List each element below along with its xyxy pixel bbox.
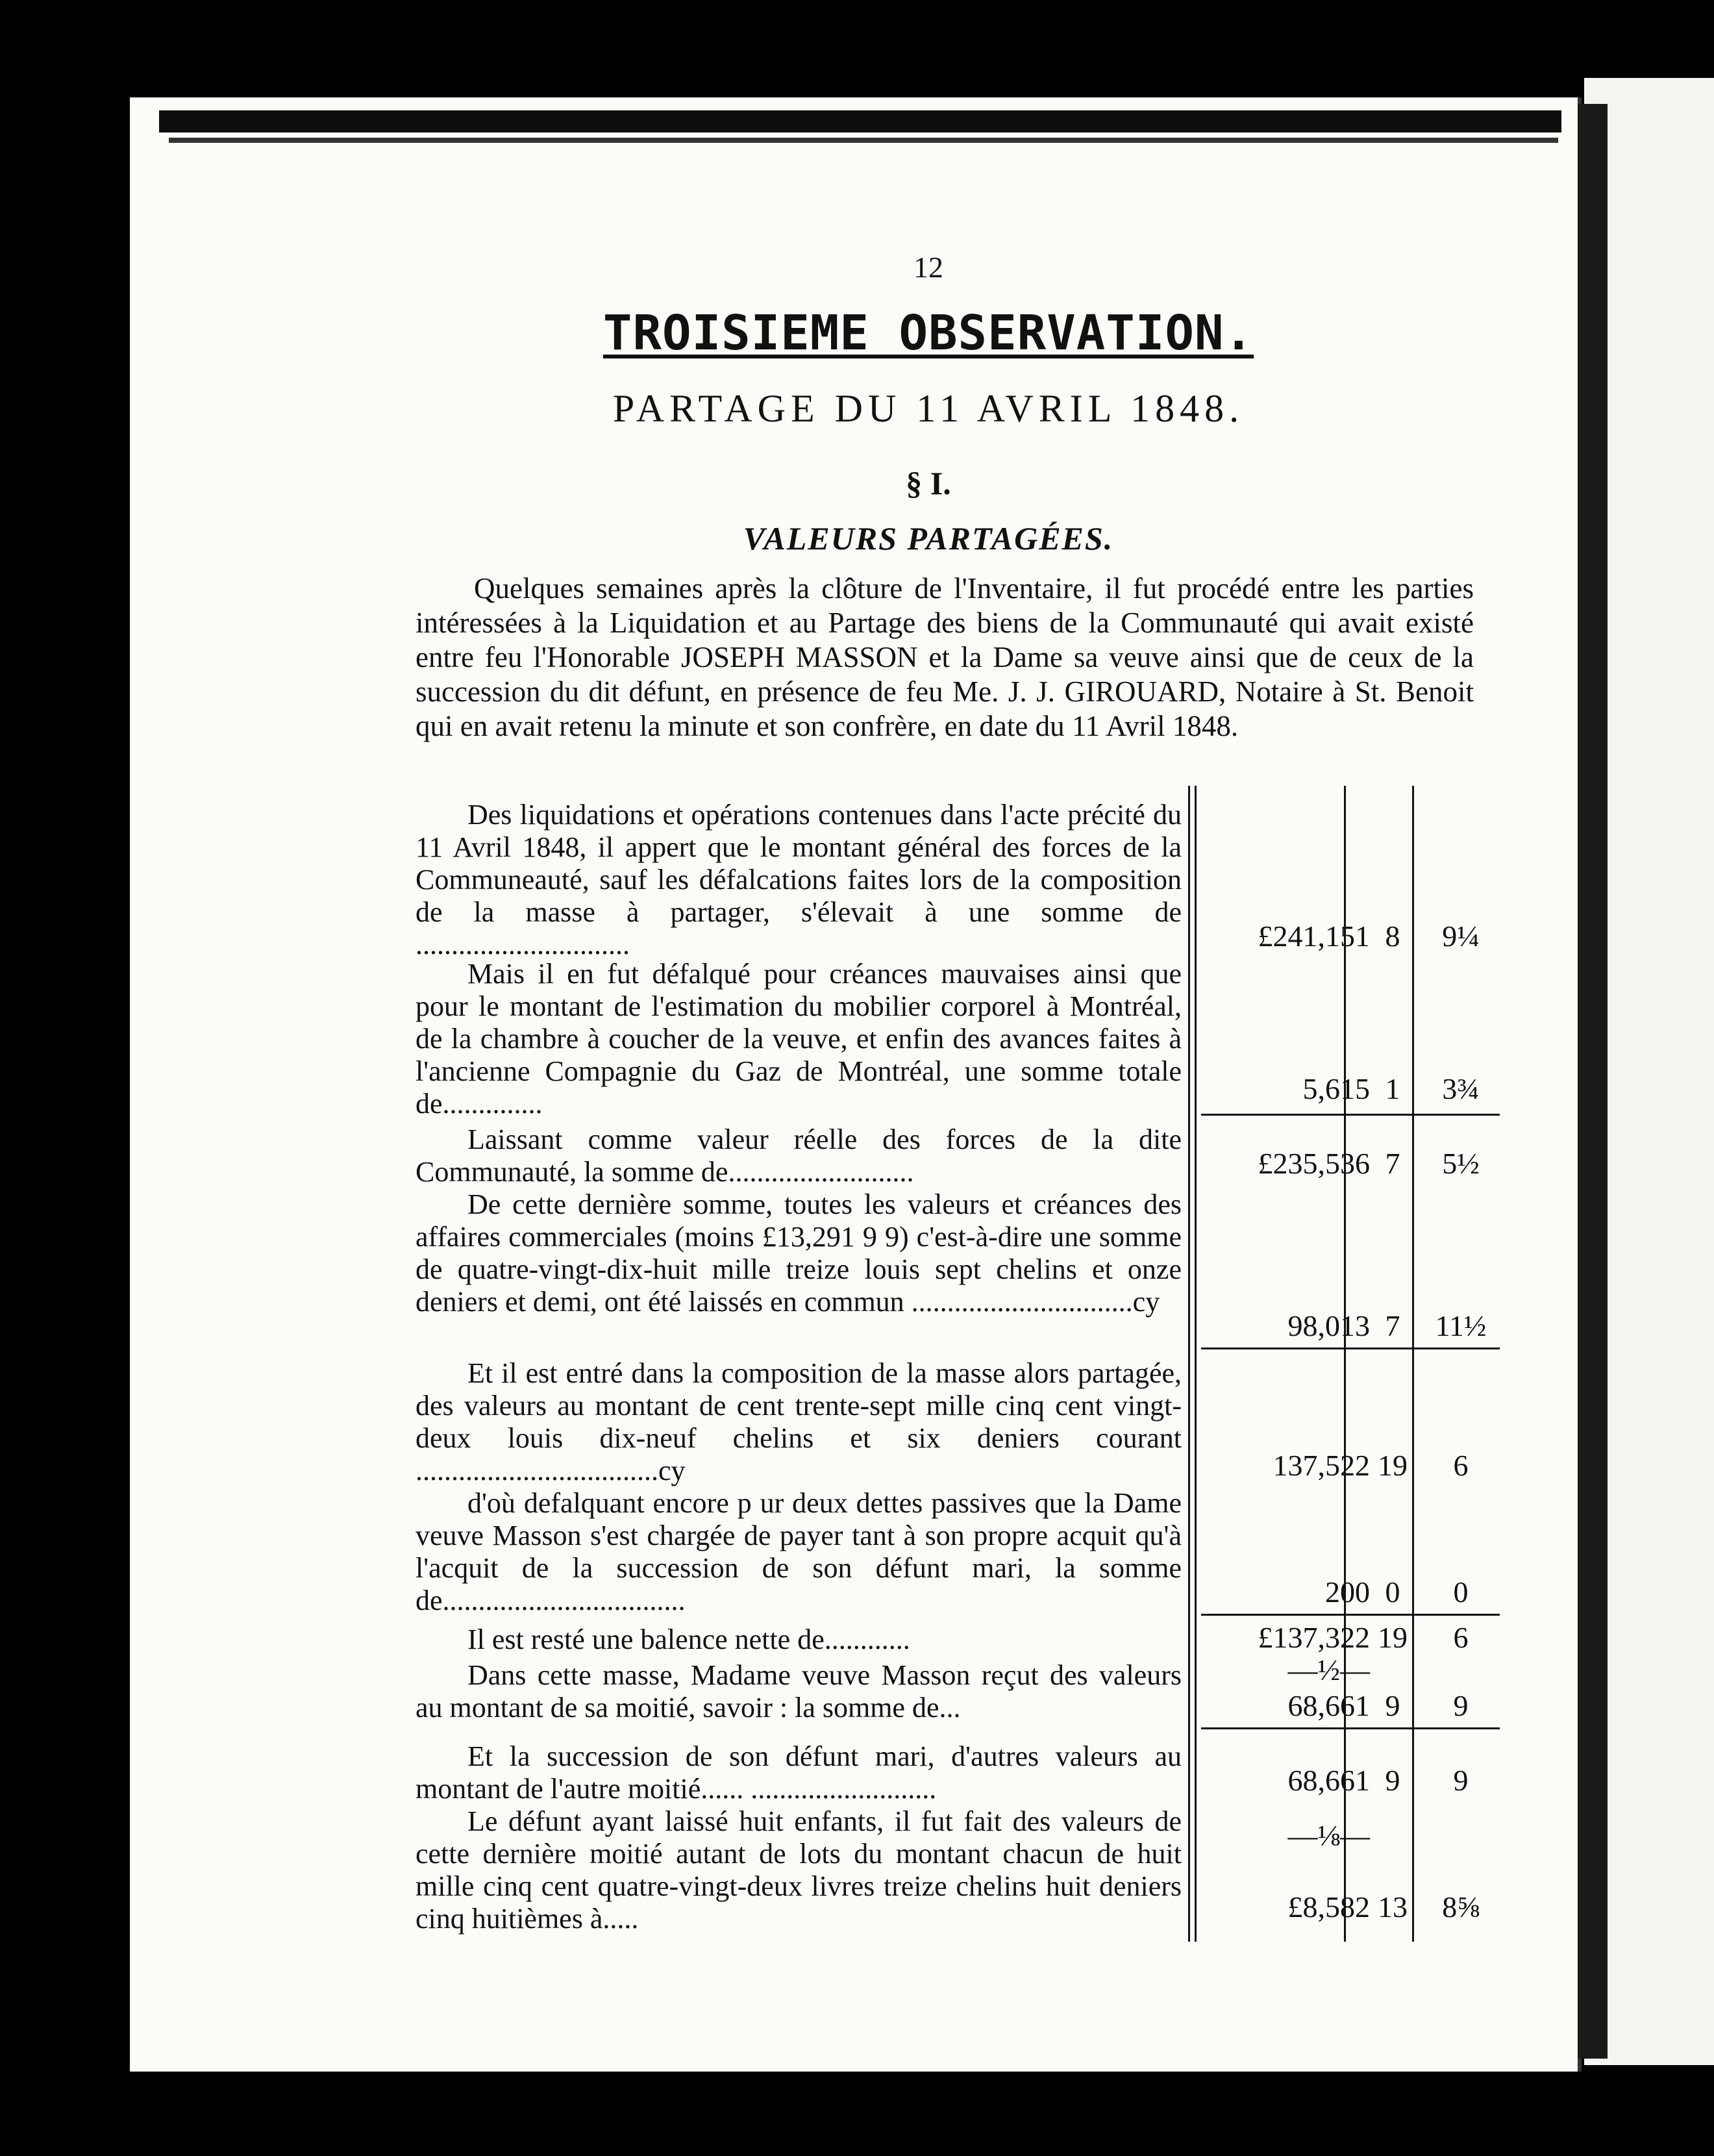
amount-shillings: 13 [1378,1890,1408,1924]
amount-pence: 6 [1453,1449,1469,1482]
amount-pounds: £241,151 [1258,920,1370,953]
sum-rule [1201,1727,1500,1729]
statement-text: Le défunt ayant laissé huit enfants, il fut fait des valeurs de cette dernière moitié autant de lots du montant chacun de huit mille cinq cent quatre-vingt-deux livres treize chelins huit deniers cinq huitièmes à..... [416,1805,1182,1935]
statement-table [416,786,1506,1955]
statement-text: De cette dernière somme, toutes les valeurs et créances des affaires commerciales (moins £13,291 9 9) c'est-à-dire une somme de quatre-vingt-dix-huit mille treize louis sept chelins et onze deniers et demi, ont été laissés en commun ...............................cy [416,1188,1182,1318]
amount-pence: 6 [1453,1621,1469,1654]
amount-pence: 9¼ [1442,920,1480,953]
amount-fraction: —⅛— [1287,1819,1370,1852]
amount-shillings: 9 [1385,1689,1400,1722]
amount-pence: 8⅝ [1442,1890,1480,1924]
amount-shillings: 9 [1385,1764,1400,1797]
sum-rule [1201,1114,1500,1116]
amount-fraction: —½— [1287,1653,1370,1686]
statement-text: Mais il en fut défalqué pour créances mauvaises ainsi que pour le montant de l'estimation du mobilier corporel à Montréal, de la chambre à coucher de la veuve, et enfin des avances faites à l'ancienne Compagnie du Gaz de Montréal, une somme totale de.............. [416,958,1182,1120]
amount-pounds: £137,322 [1258,1621,1370,1654]
page-title: TROISIEME OBSERVATION. [602,305,1254,361]
statement-text: Et il est entré dans la composition de la masse alors partagée, des valeurs au montant de cent trente-sept mille cinq cent vingt-deux louis dix-neuf chelins et six deniers courant ..................................cy [416,1357,1182,1486]
section-number: § I. [906,465,951,501]
top-rule-thin [169,138,1558,143]
statement-text: Il est resté une balence nette de............ [467,1623,910,1655]
statement-text: Des liquidations et opérations contenues dans l'acte précité du 11 Avril 1848, il appert que le montant général des forces de la Communeauté, sauf les défalcations faites lors de la composition de la masse à partager, s'élevait à une somme de .............................. [416,799,1182,960]
amount-pence: 9 [1453,1764,1469,1797]
section-title: VALEURS PARTAGÉES. [743,520,1114,557]
amount-pence: 3¾ [1442,1072,1480,1105]
amount-shillings: 0 [1385,1575,1400,1609]
amount-shillings: 19 [1378,1449,1408,1482]
amount-pence: 0 [1453,1575,1469,1609]
statement-text: Dans cette masse, Madame veuve Masson reçut des valeurs au montant de sa moitié, savoir : la somme de... [416,1659,1182,1724]
statement-text: Laissant comme valeur réelle des forces de la dite Communauté, la somme de.......................... [416,1123,1182,1188]
amount-pounds: 200 [1325,1575,1370,1609]
intro-paragraph: Quelques semaines après la clôture de l'Inventaire, il fut procédé entre les parties intéressées à la Liquidation et au Partage des biens de la Communauté qui avait existé entre feu l'Honorable JOSEPH MASSON et la Dame sa veuve ainsi que de ceux de la succession du dit défunt, en présence de feu Me. J. J. GIROUARD, Notaire à St. Benoit qui en avait retenu la minute et son confrère, en date du 11 Avril 1848. [416,572,1474,742]
amount-pounds: £235,536 [1258,1147,1370,1180]
page-subtitle: PARTAGE DU 11 AVRIL 1848. [612,387,1245,430]
amount-pence: 5½ [1442,1147,1480,1180]
amount-pence: 11½ [1435,1309,1487,1342]
column-rule [1195,786,1197,1942]
amount-pounds: 68,661 [1287,1689,1370,1722]
amount-pence: 9 [1453,1689,1469,1722]
amount-shillings: 1 [1385,1072,1400,1105]
page-number: 12 [913,251,943,284]
amount-pounds: 98,013 [1287,1309,1370,1342]
amount-shillings: 19 [1378,1621,1408,1654]
amount-pounds: 5,615 [1302,1072,1370,1105]
amount-pounds: £8,582 [1287,1890,1370,1924]
amount-shillings: 7 [1385,1309,1400,1342]
statement-text: Et la succession de son défunt mari, d'autres valeurs au montant de l'autre moitié...... .......................... [416,1740,1182,1805]
amount-shillings: 7 [1385,1147,1400,1180]
amount-shillings: 8 [1385,920,1400,953]
amount-pounds: 68,661 [1287,1764,1370,1797]
amount-pounds: 137,522 [1273,1449,1370,1482]
sum-rule [1201,1614,1500,1616]
sum-rule [1201,1348,1500,1349]
statement-text: d'où defalquant encore p ur deux dettes passives que la Dame veuve Masson s'est chargée de payer tant à son propre acquit qu'à l'acquit de la succession de son défunt mari, la somme de.................................. [416,1487,1182,1616]
top-rule [159,110,1561,132]
column-rule [1188,786,1190,1942]
